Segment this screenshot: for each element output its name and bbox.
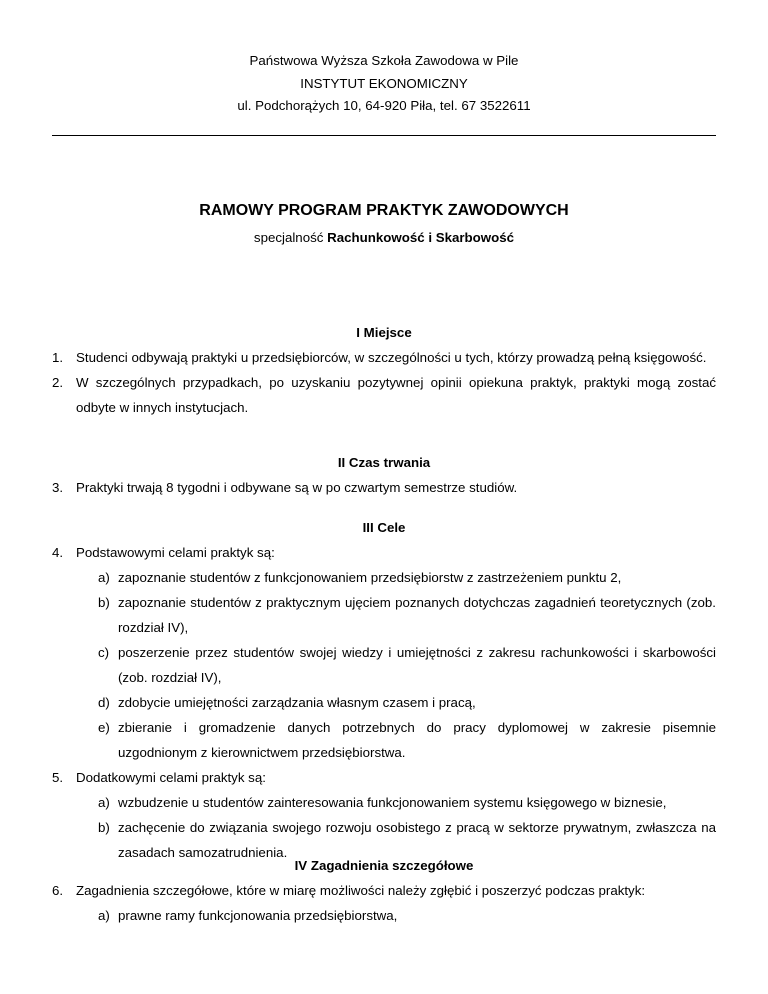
item-number: 4.	[52, 545, 64, 560]
address-line: ul. Podchorążych 10, 64-920 Piła, tel. 67 3522611	[237, 98, 531, 113]
sub-text: zdobycie umiejętności zarządzania własnym czasem i pracą,	[118, 695, 476, 710]
list-item	[52, 540, 716, 565]
section-heading: III Cele	[362, 520, 406, 535]
list-item	[52, 765, 716, 790]
sub-letter: b)	[98, 820, 110, 835]
list-item	[52, 370, 716, 420]
list-item	[52, 878, 716, 903]
sub-item	[52, 565, 716, 590]
sub-letter: e)	[98, 720, 110, 735]
sub-item	[52, 903, 716, 928]
document-subtitle	[52, 230, 716, 245]
section-heading: IV Zagadnienia szczegółowe	[294, 858, 474, 873]
item-text: Zagadnienia szczegółowe, które w miarę możliwości należy zgłębić i poszerzyć podczas praktyk:	[76, 883, 646, 898]
section-goals	[52, 515, 716, 865]
sub-item	[52, 690, 716, 715]
document-title: RAMOWY PROGRAM PRAKTYK ZAWODOWYCH	[199, 202, 569, 219]
section-details	[52, 853, 716, 928]
item-text: Studenci odbywają praktyki u przedsiębiorców, w szczególności u tych, którzy prowadzą pełną księgowość.	[76, 350, 707, 365]
list-item	[52, 475, 716, 500]
item-text: Podstawowymi celami praktyk są:	[76, 545, 275, 560]
sub-item	[52, 715, 716, 765]
sub-text: zachęcenie do związania swojego rozwoju osobistego z pracą w sektorze prywatnym, zwłaszcza na zasadach samozatrudnienia.	[118, 820, 716, 860]
item-text: Dodatkowymi celami praktyk są:	[76, 770, 266, 785]
section-heading: II Czas trwania	[337, 455, 431, 470]
item-number: 6.	[52, 883, 64, 898]
sub-text: poszerzenie przez studentów swojej wiedzy i umiejętności z zakresu rachunkowości i skarbowości (zob. rozdział IV),	[118, 645, 716, 685]
item-number: 1.	[52, 350, 64, 365]
sub-item	[52, 790, 716, 815]
item-number: 5.	[52, 770, 64, 785]
item-text: Praktyki trwają 8 tygodni i odbywane są w po czwartym semestrze studiów.	[76, 480, 518, 495]
section-place	[52, 320, 716, 420]
sub-letter: b)	[98, 595, 110, 610]
sub-text: prawne ramy funkcjonowania przedsiębiorstwa,	[118, 908, 398, 923]
sub-letter: a)	[98, 908, 110, 923]
sub-letter: a)	[98, 570, 110, 585]
sub-letter: c)	[98, 645, 110, 660]
sub-letter: d)	[98, 695, 110, 710]
item-number: 3.	[52, 480, 64, 495]
sub-text: zbieranie i gromadzenie danych potrzebnych do pracy dyplomowej w zakresie pisemnie uzgodnionym z kierownictwem przedsiębiorstwa.	[118, 720, 716, 760]
section-duration	[52, 450, 716, 500]
section-heading: I Miejsce	[356, 325, 412, 340]
item-number: 2.	[52, 375, 64, 390]
item-text: W szczególnych przypadkach, po uzyskaniu pozytywnej opinii opiekuna praktyk, praktyki mogą zostać odbyte w innych instytucjach.	[76, 375, 716, 415]
sub-item	[52, 640, 716, 690]
list-item	[52, 345, 716, 370]
school-name: Państwowa Wyższa Szkoła Zawodowa w Pile	[249, 53, 519, 68]
institute-name: INSTYTUT EKONOMICZNY	[300, 75, 468, 91]
specialization-name: Rachunkowość i Skarbowość	[327, 230, 515, 245]
sub-text: zapoznanie studentów z funkcjonowaniem przedsiębiorstw z zastrzeżeniem punktu 2,	[118, 570, 622, 585]
sub-text: wzbudzenie u studentów zainteresowania funkcjonowaniem systemu księgowego w biznesie,	[118, 795, 667, 810]
header-divider	[52, 135, 716, 136]
sub-text: zapoznanie studentów z praktycznym ujęciem poznanych dotychczas zagadnień teoretycznych (zob. rozdział IV),	[118, 595, 716, 635]
subtitle-prefix: specjalność	[253, 230, 324, 245]
letterhead	[52, 50, 716, 118]
sub-item	[52, 590, 716, 640]
sub-letter: a)	[98, 795, 110, 810]
